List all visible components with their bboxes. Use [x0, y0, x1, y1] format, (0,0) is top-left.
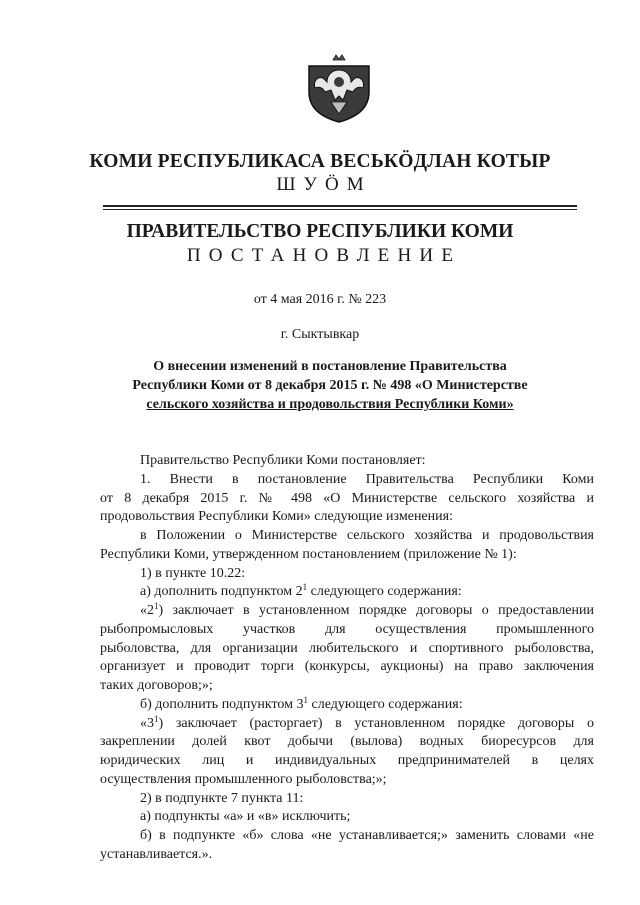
subitem-1: 1) в пункте 10.22: [140, 565, 246, 581]
clause-3-1-line-4: осуществления промышленного рыболовства;»; [100, 771, 387, 787]
komi-government-name: КОМИ РЕСПУБЛИКАСА ВЕСЬКӦДЛАН КОТЫР [89, 151, 551, 172]
clause-2-1-line-4: организует и проводит торги (конкурсы, аукционы) на право заключения [100, 659, 594, 675]
header-divider-thin [103, 209, 577, 210]
document-type: ПОСТАНОВЛЕНИЕ [186, 245, 462, 266]
document-title-underlined: сельского хозяйства и продовольствия Республики Коми» [146, 397, 514, 412]
subitem-2b-line-1: б) в подпункте «б» слова «не устанавливается;» заменить словами «не [140, 828, 594, 843]
clause-2-1-line-5: таких договоров;»; [100, 678, 213, 693]
subitem-1a: а) дополнить подпунктом $2^1$ следующего содержания: [140, 582, 462, 600]
preamble: Правительство Республики Коми постановляет: [140, 453, 426, 468]
document-title-line-1: О внесении изменений в постановление Правительства [153, 359, 507, 374]
document-title-line-2: Республики Коми от 8 декабря 2015 г. № 498 «О Министерстве [132, 378, 528, 393]
subitem-2: 2) в подпункте 7 пункта 11: [140, 790, 304, 806]
russian-government-name: ПРАВИТЕЛЬСТВО РЕСПУБЛИКИ КОМИ [126, 221, 514, 242]
document-date-number: от 4 мая 2016 г. № 223 [253, 292, 387, 307]
clause-2-1-line-1: «$2^1$) заключает в установленном порядке договоры о предоставлении [140, 601, 594, 618]
clause-2-1-line-2: рыбопромысловых участков для осуществления промышленного [100, 621, 594, 637]
regulation-line-2: Республики Коми, утвержденном постановлением (приложение № 1): [100, 546, 517, 562]
item-1-line-3: продовольствия Республики Коми» следующие изменения: [100, 509, 453, 525]
document-body [100, 452, 594, 865]
clause-2-1-line-3: рыболовства, для организации любительского и спортивного рыболовства, [100, 640, 594, 656]
clause-3-1-line-3: юридических лиц и индивидуальных предпринимателей в целях [100, 753, 594, 768]
document-city: г. Сыктывкар [280, 327, 360, 342]
clause-3-1-line-1: «$3^1$) заключает (расторгает) в установленном порядке договоры о [140, 713, 594, 731]
subitem-1b: б) дополнить подпунктом $3^1$ следующего содержания: [140, 694, 463, 712]
header-divider-thick [103, 205, 577, 207]
komi-document-type: ШУӦМ [276, 174, 372, 195]
regulation-line-1: в Положении о Министерстве сельского хозяйства и продовольствия [140, 528, 594, 543]
subitem-2b-line-2: устанавливается.». [100, 846, 213, 862]
document-title-line-3 [0, 396, 640, 415]
item-1-line-2: от 8 декабря 2015 г. № 498 «О Министерстве сельского хозяйства и [100, 490, 594, 506]
clause-3-1-line-2: закреплении долей квот добычи (вылова) водных биоресурсов для [100, 734, 594, 750]
item-1-line-1: 1. Внести в постановление Правительства Республики Коми [140, 471, 594, 487]
komi-coat-of-arms-emblem [303, 52, 375, 124]
subitem-2a: а) подпункты «а» и «в» исключить; [140, 809, 351, 825]
